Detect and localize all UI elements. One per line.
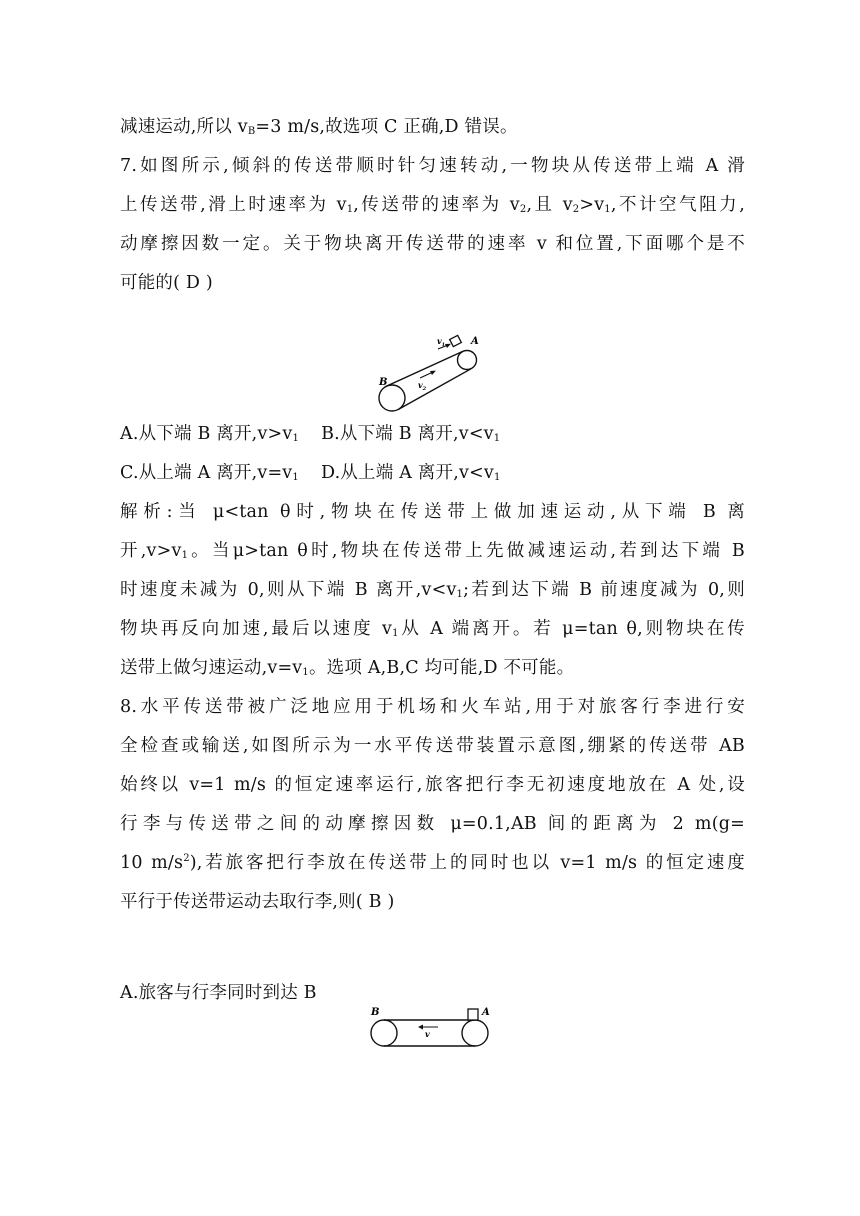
q7-stem-line-1: 7.如图所示,倾斜的传送带顺时针匀速转动,一物块从传送带上端 A 滑 (120, 156, 745, 176)
belt-top-edge (386, 351, 463, 386)
q7-option-c: C.从上端 A 离开$,v=v_1$ (120, 463, 299, 483)
document-page (120, 108, 745, 1013)
q7-stem-line-2: 上传送带,滑上时速率为 $v_1$,传送带的速率为 $v_2$,且 $v_2>v_1$,不计空气阻力, (120, 195, 745, 215)
q7-option-d: D.从上端 A 离开$,v<v_1$ (320, 463, 501, 483)
q7-stem-line-4: 可能的( D ) (120, 273, 213, 293)
inclined-conveyor-figure (370, 332, 495, 417)
block (450, 335, 462, 346)
q7-stem-line-3: 动摩擦因数一定。关于物块离开传送带的速率 v 和位置,下面哪个是不 (120, 234, 745, 254)
q7-solution-line-2: 开$,v>v_1$。当μ>tan θ时,物块在传送带上先做减速运动,若到达下端 B (120, 541, 745, 561)
q8-stem-line-6: 平行于传送带运动去取行李,则( B ) (120, 892, 395, 912)
label-A: A (471, 336, 479, 347)
q7-solution-line-4: 物块再反向加速,最后以速度 $v_1$从 A 端离开。若 μ=tan θ,则物块在传 (120, 619, 745, 639)
q8-option-a: A.旅客与行李同时到达 B (120, 983, 317, 1003)
label-B: B (371, 1007, 380, 1018)
q8-stem-line-1: 8.水平传送带被广泛地应用于机场和火车站,用于对旅客行李进行安 (120, 697, 745, 717)
q8-stem-line-4: 行李与传送带之间的动摩擦因数 μ=0.1,AB 间的距离为 2 m(g= (120, 814, 745, 834)
label-v2: $v_2$ (418, 380, 427, 392)
previous-solution-line: 减速运动,所以 $v_B=3$ m/s,故选项 C 正确,D 错误。 (120, 117, 518, 137)
q7-solution-line-1: 解析:当 μ<tan θ时,物块在传送带上做加速运动,从下端 B 离 (120, 502, 745, 522)
label-v1: $v_1$ (437, 336, 446, 348)
q7-solution-line-3: 时速度未减为 0,则从下端 B 离开$,v<v_1$;若到达下端 B 前速度减为 0,则 (120, 580, 745, 600)
q7-options-row-1 (120, 415, 745, 454)
q7-option-a: A.从下端 B 离开$,v>v_1$ (120, 424, 300, 444)
right-pulley (462, 1020, 488, 1046)
q7-option-b: B.从下端 B 离开$,v<v_1$ (321, 424, 501, 444)
left-pulley (371, 1020, 397, 1046)
q8-stem-line-5: 10 $m/s^2$),若旅客把行李放在传送带上的同时也以 v=1 m/s 的恒定速度 (120, 853, 745, 873)
q8-figure-space (120, 922, 745, 974)
horizontal-conveyor-figure (366, 1005, 494, 1051)
label-B: B (379, 377, 388, 388)
upper-pulley (458, 351, 477, 370)
q7-options-row-2 (120, 454, 745, 493)
q8-stem-line-2: 全检查或输送,如图所示为一水平传送带装置示意图,绷紧的传送带 AB (120, 736, 745, 756)
label-A: A (482, 1007, 490, 1018)
label-v: v (425, 1029, 430, 1039)
q8-stem-line-3: 始终以 v=1 m/s 的恒定速率运行,旅客把行李无初速度地放在 A 处,设 (120, 775, 745, 795)
q7-solution-line-5: 送带上做匀速运动$,v=v_1$。选项 A,B,C 均可能,D 不可能。 (120, 658, 575, 678)
belt-bottom-edge (398, 369, 471, 410)
luggage (468, 1009, 478, 1020)
